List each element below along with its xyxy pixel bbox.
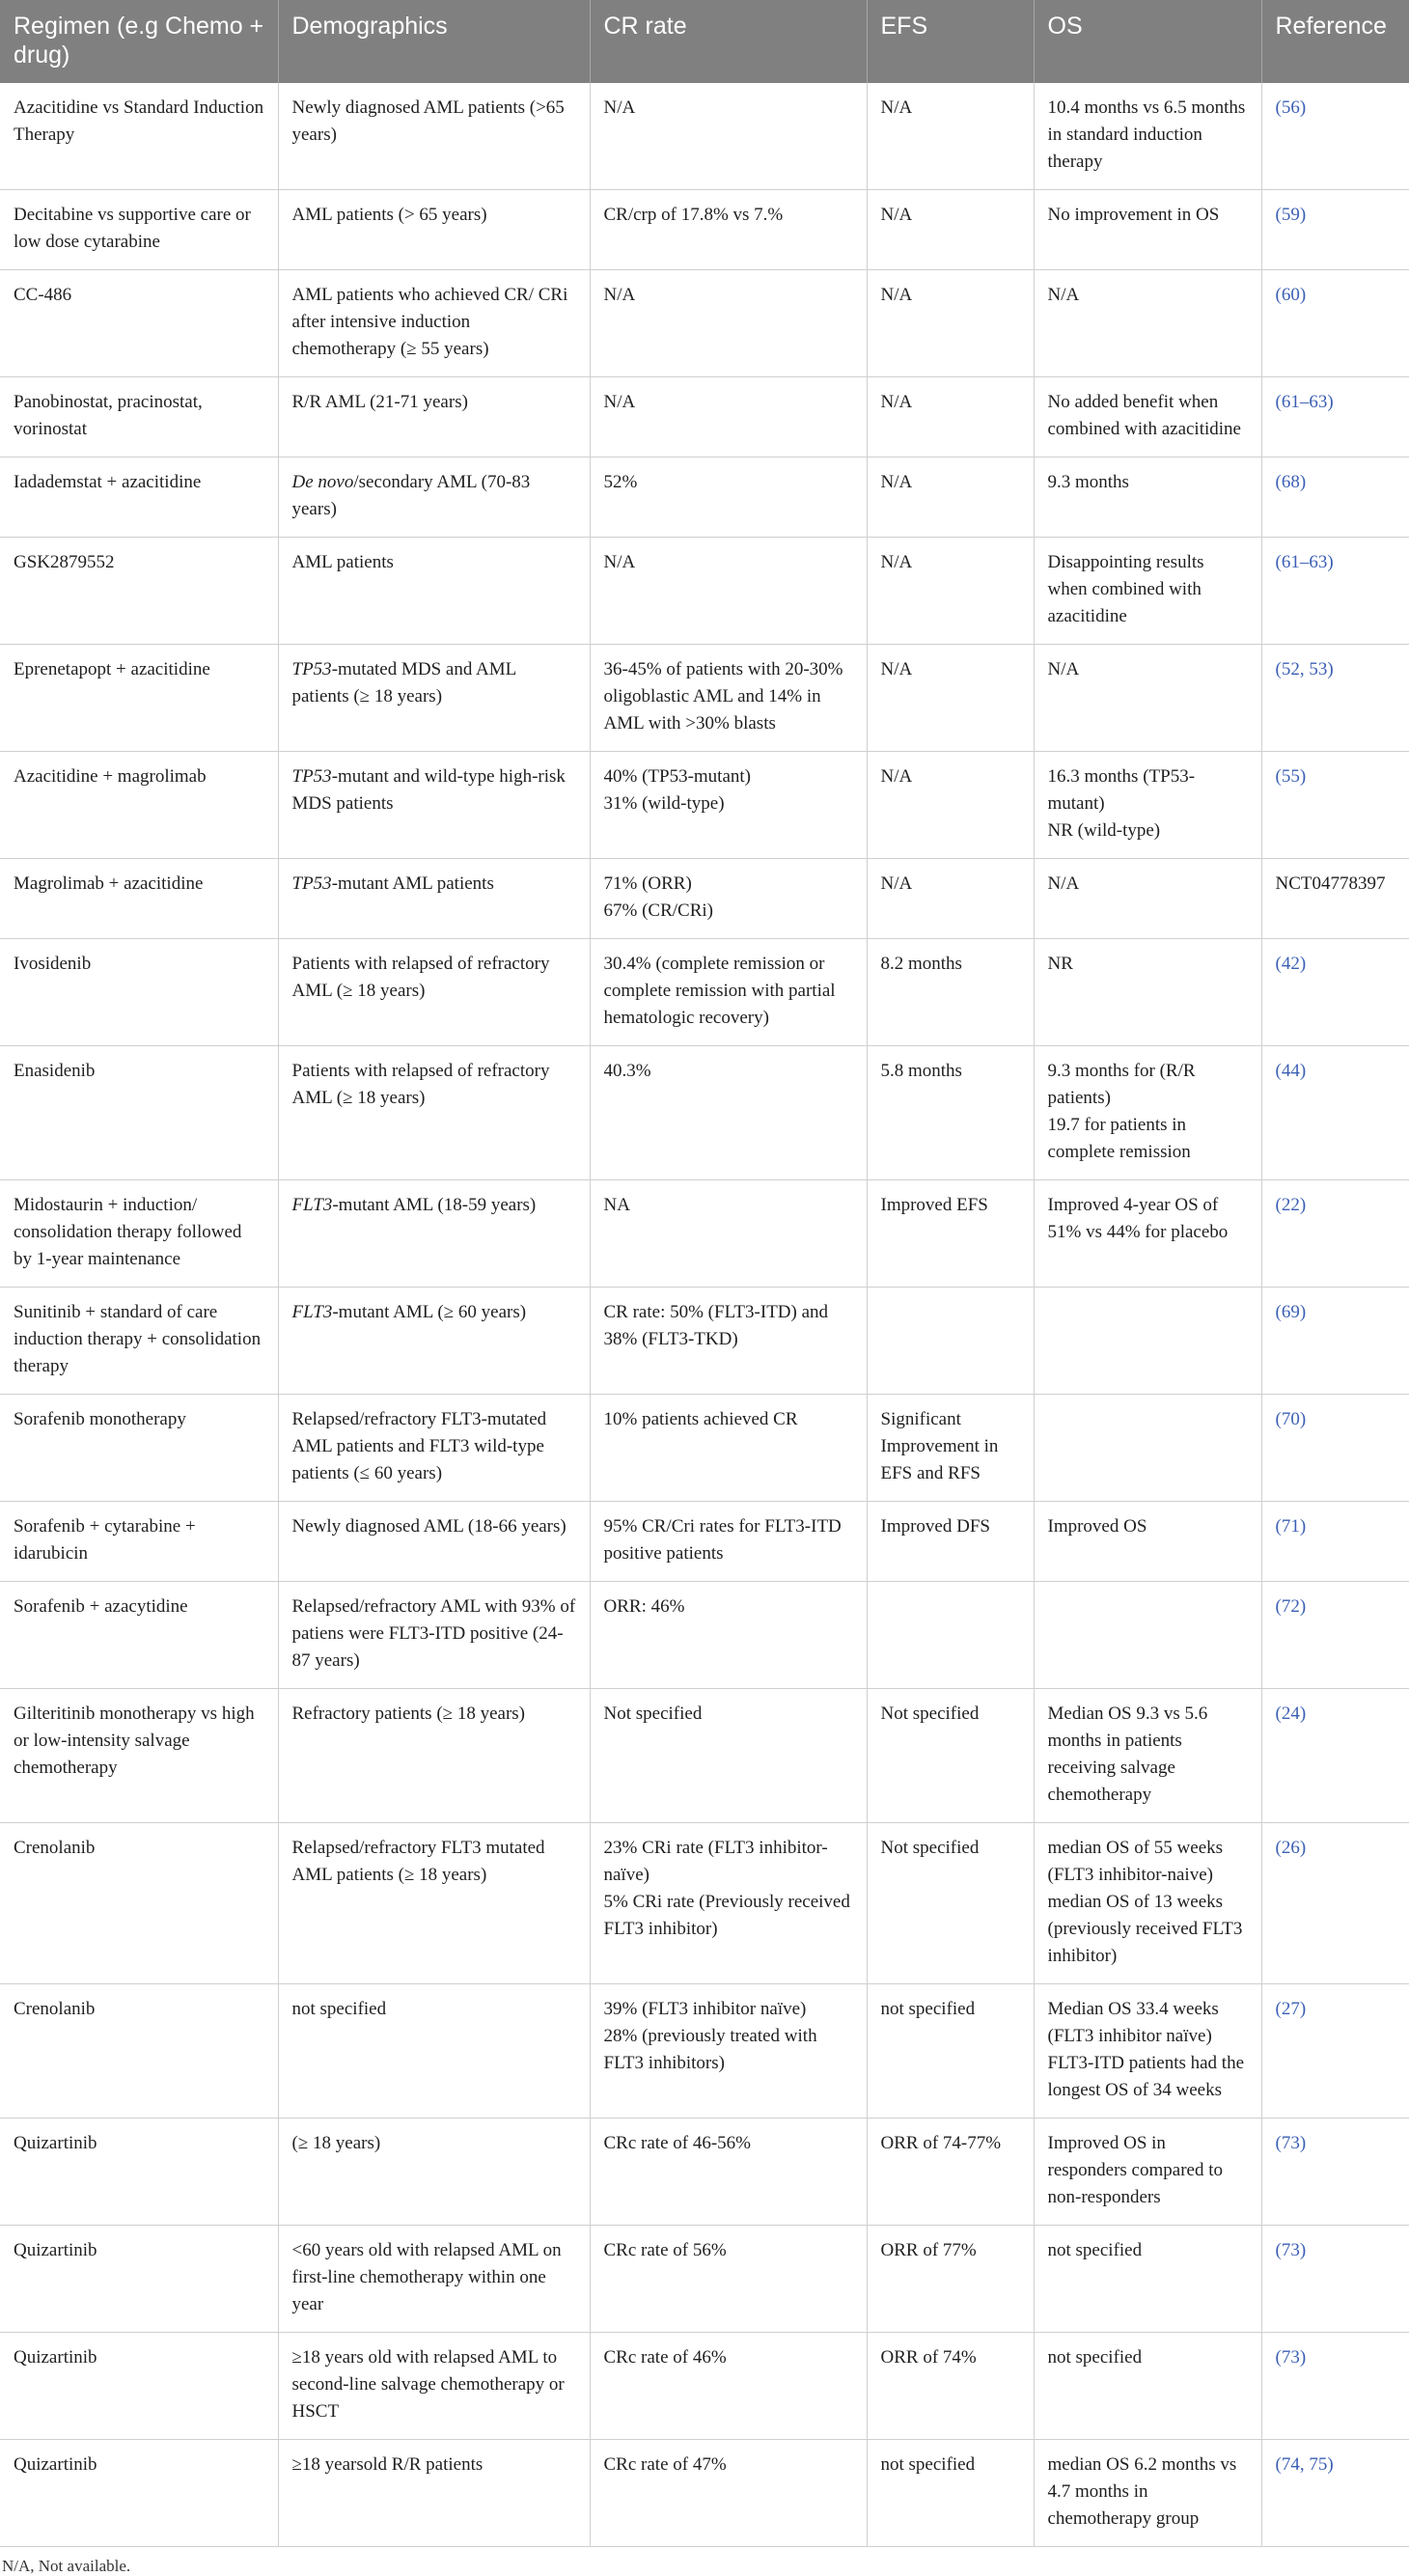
cell-cr-rate (590, 1823, 867, 1984)
demographics-italic: FLT3 (291, 1302, 333, 1322)
reference-link[interactable]: (71) (1275, 1516, 1307, 1537)
cell-efs: Improved DFS (867, 1502, 1034, 1582)
reference-link[interactable]: (52, 53) (1275, 659, 1334, 679)
cr-line: 28% (previously treated with FLT3 inhibitors) (603, 2026, 817, 2073)
cell-cr-rate: N/A (590, 270, 867, 377)
cell-os: not specified (1034, 2333, 1261, 2440)
header-cr-rate: CR rate (590, 0, 867, 83)
reference-link[interactable]: (69) (1275, 1302, 1307, 1322)
cell-os (1034, 1046, 1261, 1180)
cell-os: No improvement in OS (1034, 190, 1261, 270)
cell-os: N/A (1034, 859, 1261, 939)
cell-demographics: AML patients who achieved CR/ CRi after intensive induction chemotherapy (≥ 55 years) (278, 270, 590, 377)
cell-efs: ORR of 77% (867, 2226, 1034, 2333)
cell-cr-rate: N/A (590, 83, 867, 190)
cell-reference (1261, 2440, 1409, 2547)
cell-regimen: Decitabine vs supportive care or low dose cytarabine (0, 190, 278, 270)
table-footnote: N/A, Not available. (2, 2557, 131, 2575)
cell-os: 10.4 months vs 6.5 months in standard induction therapy (1034, 83, 1261, 190)
table-row (0, 2440, 1409, 2547)
cell-demographics (278, 859, 590, 939)
os-line: NR (wild-type) (1047, 820, 1161, 841)
cell-cr-rate: 40.3% (590, 1046, 867, 1180)
table-row (0, 83, 1409, 190)
cell-regimen: Panobinostat, pracinostat, vorinostat (0, 377, 278, 457)
cell-reference (1261, 2226, 1409, 2333)
cell-demographics: Relapsed/refractory AML with 93% of patiens were FLT3-ITD positive (24-87 years) (278, 1582, 590, 1689)
cr-line: 67% (CR/CRi) (603, 900, 713, 921)
cell-cr-rate: NA (590, 1180, 867, 1288)
cell-demographics (278, 1180, 590, 1288)
reference-link[interactable]: (24) (1275, 1703, 1307, 1724)
cr-line: 31% (wild-type) (603, 793, 725, 814)
cell-cr-rate: ORR: 46% (590, 1582, 867, 1689)
cell-reference (1261, 939, 1409, 1046)
demographics-text: -mutated MDS and AML patients (≥ 18 years) (291, 659, 516, 706)
reference-link[interactable]: (70) (1275, 1409, 1307, 1429)
cell-efs: Not specified (867, 1823, 1034, 1984)
reference-link[interactable]: (72) (1275, 1596, 1307, 1617)
cell-regimen: Enasidenib (0, 1046, 278, 1180)
table-row (0, 190, 1409, 270)
header-reference: Reference (1261, 0, 1409, 83)
os-line: Median OS 33.4 weeks (FLT3 inhibitor naïve) (1047, 1999, 1219, 2046)
cell-regimen: Azacitidine + magrolimab (0, 752, 278, 859)
cell-reference (1261, 2119, 1409, 2226)
cell-efs: N/A (867, 270, 1034, 377)
cell-os: median OS 6.2 months vs 4.7 months in chemotherapy group (1034, 2440, 1261, 2547)
cell-regimen: Magrolimab + azacitidine (0, 859, 278, 939)
reference-link[interactable]: (44) (1275, 1061, 1307, 1081)
demographics-italic: FLT3 (291, 1195, 333, 1215)
cell-cr-rate: N/A (590, 538, 867, 645)
cell-efs: 8.2 months (867, 939, 1034, 1046)
cell-cr-rate: Not specified (590, 1689, 867, 1823)
cell-regimen: Azacitidine vs Standard Induction Therapy (0, 83, 278, 190)
cell-demographics: ≥18 years old with relapsed AML to second-line salvage chemotherapy or HSCT (278, 2333, 590, 2440)
cell-efs: 5.8 months (867, 1046, 1034, 1180)
cell-os: Median OS 9.3 vs 5.6 months in patients receiving salvage chemotherapy (1034, 1689, 1261, 1823)
cell-regimen: Iadademstat + azacitidine (0, 457, 278, 538)
reference-link[interactable]: (61–63) (1275, 392, 1334, 412)
cell-cr-rate: CRc rate of 47% (590, 2440, 867, 2547)
cell-os: Improved OS (1034, 1502, 1261, 1582)
cell-reference (1261, 377, 1409, 457)
table-header (0, 0, 1409, 83)
demographics-text: -mutant AML patients (331, 873, 494, 894)
reference-link[interactable]: (61–63) (1275, 552, 1334, 572)
cell-regimen: Crenolanib (0, 1823, 278, 1984)
cell-demographics: AML patients (278, 538, 590, 645)
cell-demographics: Patients with relapsed of refractory AML (≥ 18 years) (278, 1046, 590, 1180)
cell-demographics: R/R AML (21-71 years) (278, 377, 590, 457)
cell-efs: Significant Improvement in EFS and RFS (867, 1395, 1034, 1502)
cell-regimen: Midostaurin + induction/ consolidation therapy followed by 1-year maintenance (0, 1180, 278, 1288)
cell-reference (1261, 1823, 1409, 1984)
cr-line: 71% (ORR) (603, 873, 692, 894)
cr-line: 5% CRi rate (Previously received FLT3 inhibitor) (603, 1892, 850, 1939)
cell-regimen: CC-486 (0, 270, 278, 377)
os-line: median OS of 55 weeks (FLT3 inhibitor-naive) (1047, 1838, 1224, 1885)
cell-regimen: Quizartinib (0, 2333, 278, 2440)
demographics-text: -mutant and wild-type high-risk MDS patients (291, 766, 566, 814)
header-row (0, 0, 1409, 83)
cell-reference (1261, 1984, 1409, 2119)
cell-cr-rate: CRc rate of 56% (590, 2226, 867, 2333)
cell-efs (867, 1582, 1034, 1689)
reference-link[interactable]: (27) (1275, 1999, 1307, 2019)
cell-demographics: Refractory patients (≥ 18 years) (278, 1689, 590, 1823)
cell-os: not specified (1034, 2226, 1261, 2333)
cell-cr-rate: CRc rate of 46% (590, 2333, 867, 2440)
cell-os: N/A (1034, 270, 1261, 377)
table-row (0, 1689, 1409, 1823)
cell-os (1034, 1582, 1261, 1689)
reference-link[interactable]: (74, 75) (1275, 2454, 1334, 2475)
cell-cr-rate: CRc rate of 46-56% (590, 2119, 867, 2226)
cell-os (1034, 1823, 1261, 1984)
cell-os: N/A (1034, 645, 1261, 752)
table-row (0, 1046, 1409, 1180)
cell-efs: N/A (867, 377, 1034, 457)
cell-regimen: Crenolanib (0, 1984, 278, 2119)
cell-reference (1261, 859, 1409, 939)
cell-demographics: (≥ 18 years) (278, 2119, 590, 2226)
cell-os: Improved OS in responders compared to non-responders (1034, 2119, 1261, 2226)
cell-regimen: Ivosidenib (0, 939, 278, 1046)
cell-reference (1261, 83, 1409, 190)
table-row (0, 457, 1409, 538)
cell-demographics (278, 645, 590, 752)
cell-demographics: Patients with relapsed of refractory AML (≥ 18 years) (278, 939, 590, 1046)
table-row (0, 645, 1409, 752)
cell-regimen: GSK2879552 (0, 538, 278, 645)
cell-cr-rate: 30.4% (complete remission or complete remission with partial hematologic recovery) (590, 939, 867, 1046)
cell-cr-rate (590, 1984, 867, 2119)
cell-regimen: Sorafenib + azacytidine (0, 1582, 278, 1689)
demographics-text: -mutant AML (≥ 60 years) (332, 1302, 527, 1322)
cell-regimen: Gilteritinib monotherapy vs high or low-intensity salvage chemotherapy (0, 1689, 278, 1823)
cell-os: Disappointing results when combined with azacitidine (1034, 538, 1261, 645)
cell-demographics: <60 years old with relapsed AML on first-line chemotherapy within one year (278, 2226, 590, 2333)
cr-line: 23% CRi rate (FLT3 inhibitor-naïve) (603, 1838, 828, 1885)
cell-cr-rate: CR rate: 50% (FLT3-ITD) and 38% (FLT3-TKD) (590, 1288, 867, 1395)
table-row (0, 2333, 1409, 2440)
cell-efs: ORR of 74% (867, 2333, 1034, 2440)
table-row (0, 752, 1409, 859)
demographics-italic: TP53 (291, 766, 332, 787)
table-row (0, 377, 1409, 457)
os-line: 16.3 months (TP53-mutant) (1047, 766, 1196, 814)
reference-link[interactable]: (73) (1275, 2240, 1307, 2260)
cell-regimen: Sorafenib + cytarabine + idarubicin (0, 1502, 278, 1582)
table-row (0, 270, 1409, 377)
cell-cr-rate: 52% (590, 457, 867, 538)
cell-demographics: Relapsed/refractory FLT3-mutated AML patients and FLT3 wild-type patients (≤ 60 years) (278, 1395, 590, 1502)
reference-link[interactable]: (59) (1275, 205, 1307, 225)
table-row (0, 2226, 1409, 2333)
reference-link[interactable]: (42) (1275, 954, 1307, 974)
cell-regimen: Quizartinib (0, 2119, 278, 2226)
cell-reference (1261, 2333, 1409, 2440)
os-line: 19.7 for patients in complete remission (1047, 1115, 1191, 1162)
cell-regimen: Quizartinib (0, 2440, 278, 2547)
header-regimen: Regimen (e.g Chemo + drug) (0, 0, 278, 83)
cell-efs: Not specified (867, 1689, 1034, 1823)
cell-efs: N/A (867, 859, 1034, 939)
cell-demographics: ≥18 yearsold R/R patients (278, 2440, 590, 2547)
cell-efs: ORR of 74-77% (867, 2119, 1034, 2226)
cell-demographics: Relapsed/refractory FLT3 mutated AML patients (≥ 18 years) (278, 1823, 590, 1984)
cell-cr-rate (590, 752, 867, 859)
cell-efs (867, 1288, 1034, 1395)
cell-reference (1261, 1288, 1409, 1395)
cell-demographics (278, 1288, 590, 1395)
header-efs: EFS (867, 0, 1034, 83)
table-body (0, 83, 1409, 2547)
cell-reference (1261, 1582, 1409, 1689)
cell-regimen: Quizartinib (0, 2226, 278, 2333)
cell-os (1034, 1984, 1261, 2119)
cell-cr-rate: 10% patients achieved CR (590, 1395, 867, 1502)
cell-os: 9.3 months (1034, 457, 1261, 538)
cell-reference (1261, 1046, 1409, 1180)
cell-efs: N/A (867, 538, 1034, 645)
cell-demographics: Newly diagnosed AML patients (>65 years) (278, 83, 590, 190)
table-row (0, 1502, 1409, 1582)
table-row (0, 1288, 1409, 1395)
cell-regimen: Eprenetapopt + azacitidine (0, 645, 278, 752)
table-row (0, 859, 1409, 939)
demographics-italic: De novo (291, 472, 354, 492)
header-os: OS (1034, 0, 1261, 83)
cell-os: No added benefit when combined with azacitidine (1034, 377, 1261, 457)
cell-os (1034, 1288, 1261, 1395)
demographics-italic: TP53 (291, 873, 332, 894)
table-row (0, 1395, 1409, 1502)
os-line: 9.3 months for (R/R patients) (1047, 1061, 1196, 1108)
cell-regimen: Sunitinib + standard of care induction therapy + consolidation therapy (0, 1288, 278, 1395)
cr-line: 39% (FLT3 inhibitor naïve) (603, 1999, 807, 2019)
table-row (0, 939, 1409, 1046)
cr-line: 40% (TP53-mutant) (603, 766, 752, 787)
cell-efs: N/A (867, 752, 1034, 859)
cell-cr-rate (590, 859, 867, 939)
cell-cr-rate: 36-45% of patients with 20-30% oligoblastic AML and 14% in AML with >30% blasts (590, 645, 867, 752)
cell-efs: not specified (867, 2440, 1034, 2547)
cell-demographics (278, 752, 590, 859)
cell-reference (1261, 1689, 1409, 1823)
os-line: FLT3-ITD patients had the longest OS of 34 weeks (1047, 2053, 1245, 2100)
cell-os (1034, 1395, 1261, 1502)
cell-reference (1261, 457, 1409, 538)
cell-reference (1261, 538, 1409, 645)
reference-link[interactable]: (22) (1275, 1195, 1307, 1215)
cell-demographics: Newly diagnosed AML (18-66 years) (278, 1502, 590, 1582)
cell-reference (1261, 190, 1409, 270)
header-demographics: Demographics (278, 0, 590, 83)
cell-reference (1261, 1180, 1409, 1288)
cell-cr-rate: 95% CR/Cri rates for FLT3-ITD positive patients (590, 1502, 867, 1582)
reference-link[interactable]: (73) (1275, 2133, 1307, 2153)
cell-demographics: AML patients (> 65 years) (278, 190, 590, 270)
cell-cr-rate: CR/crp of 17.8% vs 7.% (590, 190, 867, 270)
cell-efs: not specified (867, 1984, 1034, 2119)
cell-demographics (278, 457, 590, 538)
reference-link[interactable]: (26) (1275, 1838, 1307, 1858)
cell-efs: N/A (867, 457, 1034, 538)
table-row (0, 1180, 1409, 1288)
reference-link[interactable]: (56) (1275, 97, 1307, 118)
reference-id: NCT04778397 (1275, 873, 1386, 894)
cell-os (1034, 752, 1261, 859)
cell-reference (1261, 1502, 1409, 1582)
cell-reference (1261, 1395, 1409, 1502)
cell-os: Improved 4-year OS of 51% vs 44% for placebo (1034, 1180, 1261, 1288)
os-line: median OS of 13 weeks (previously received FLT3 inhibitor) (1047, 1892, 1243, 1966)
cell-efs: N/A (867, 83, 1034, 190)
table-row (0, 1582, 1409, 1689)
cell-efs: Improved EFS (867, 1180, 1034, 1288)
demographics-italic: TP53 (291, 659, 332, 679)
reference-link[interactable]: (68) (1275, 472, 1307, 492)
cell-efs: N/A (867, 645, 1034, 752)
demographics-text: -mutant AML (18-59 years) (332, 1195, 537, 1215)
cell-efs: N/A (867, 190, 1034, 270)
reference-link[interactable]: (55) (1275, 766, 1307, 787)
cell-cr-rate: N/A (590, 377, 867, 457)
demographics-text: /secondary AML (70-83 years) (291, 472, 531, 519)
table-row (0, 2119, 1409, 2226)
cell-os: NR (1034, 939, 1261, 1046)
reference-link[interactable]: (73) (1275, 2347, 1307, 2368)
cell-demographics: not specified (278, 1984, 590, 2119)
reference-link[interactable]: (60) (1275, 285, 1307, 305)
cell-regimen: Sorafenib monotherapy (0, 1395, 278, 1502)
table-row (0, 1823, 1409, 1984)
cell-reference (1261, 645, 1409, 752)
cell-reference (1261, 752, 1409, 859)
table-row (0, 1984, 1409, 2119)
cell-reference (1261, 270, 1409, 377)
table-row (0, 538, 1409, 645)
